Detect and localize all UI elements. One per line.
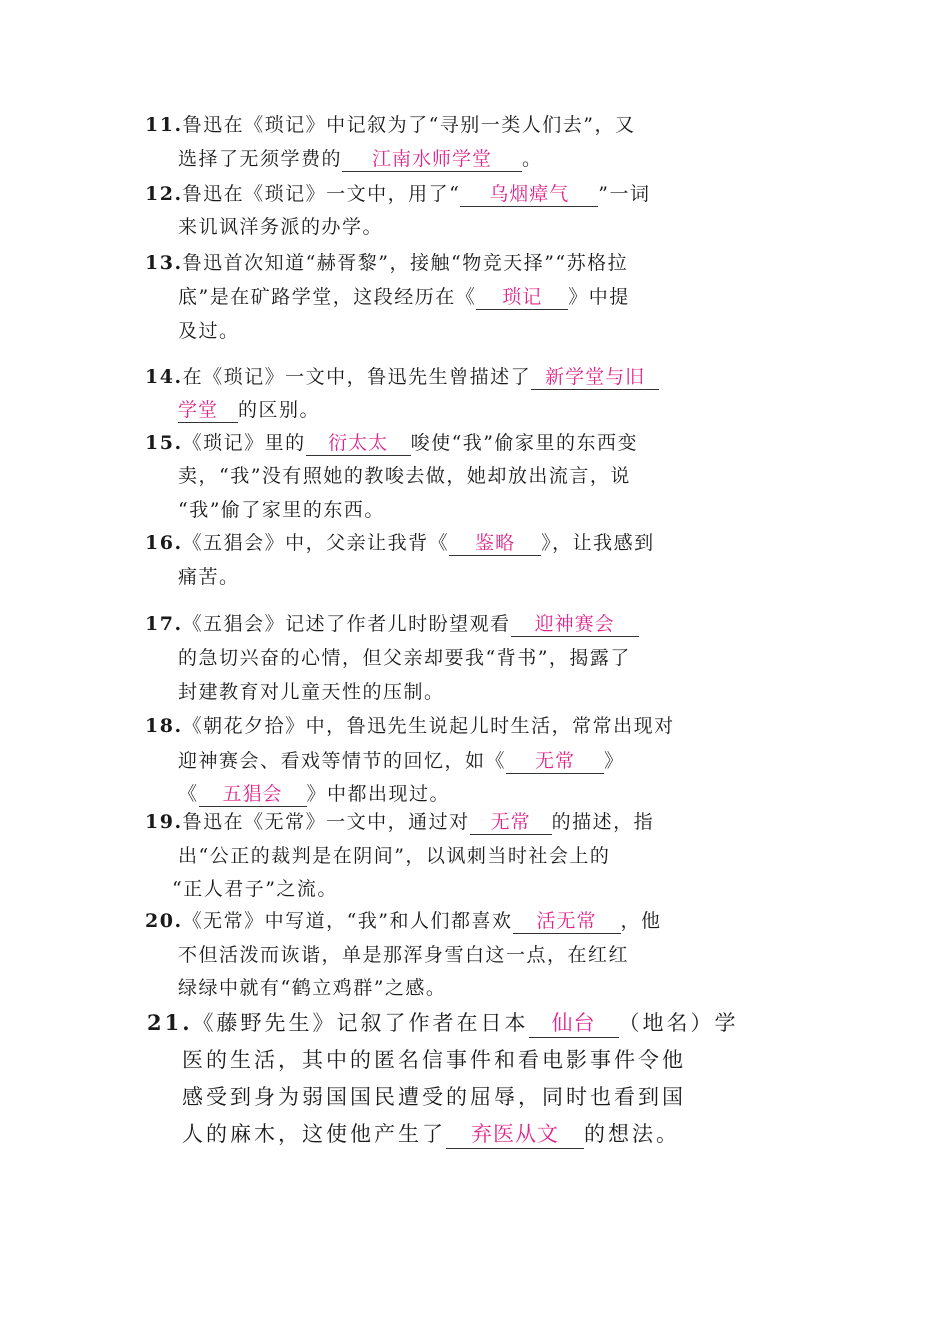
- question-text: ”一词: [598, 183, 651, 205]
- answer-blank: 新学堂与旧: [531, 365, 659, 390]
- q15-line2: [178, 463, 631, 489]
- q12-line2: [178, 214, 383, 240]
- answer-blank: 五猖会: [199, 782, 307, 807]
- q19-line2: [178, 843, 610, 869]
- q19-line1: [145, 809, 654, 835]
- q21-line2: [182, 1045, 686, 1075]
- q17-line2: [178, 645, 631, 671]
- q18-line3: [178, 781, 450, 807]
- q12-line1: [145, 181, 651, 207]
- question-text: ，他: [620, 910, 662, 932]
- q15-line3: [178, 497, 385, 523]
- q17-line3: [178, 679, 445, 705]
- question-text: 卖，“我”没有照她的教唆去做，她却放出流言，说: [178, 465, 631, 487]
- question-text: 绿绿中就有“鹤立鸡群”之感。: [178, 977, 447, 999]
- question-text: 的想法。: [584, 1122, 680, 1146]
- q16-line1: [145, 530, 655, 556]
- q21-line3: [182, 1082, 686, 1112]
- question-number: 20.: [145, 910, 183, 932]
- question-text: 》中都出现过。: [306, 783, 451, 805]
- question-number: 21.: [147, 1010, 193, 1035]
- question-text: 》: [604, 750, 625, 772]
- answer-blank: 活无常: [513, 909, 621, 934]
- question-text: 的急切兴奋的心情，但父亲却要我“背书”，揭露了: [178, 647, 631, 669]
- q11-line2: [178, 146, 543, 172]
- q18-line1: [145, 713, 675, 739]
- question-number: 16.: [145, 532, 183, 554]
- question-text: 在《琐记》一文中，鲁迅先生曾描述了: [182, 366, 532, 388]
- question-text: 鲁迅在《琐记》一文中，用了“: [182, 183, 461, 205]
- question-number: 17.: [145, 613, 183, 635]
- answer-blank: 学堂: [178, 398, 238, 423]
- question-text: 。: [522, 148, 543, 170]
- answer-blank: 乌烟瘴气: [460, 182, 598, 207]
- q14-line2: [178, 397, 320, 423]
- question-text: 及过。: [178, 320, 240, 342]
- q14-line1: [145, 364, 659, 390]
- q13-line1: [145, 250, 628, 276]
- answer-blank: 琐记: [476, 285, 568, 310]
- q13-line2: [178, 284, 630, 310]
- q19-line3: [172, 876, 338, 902]
- question-text: 痛苦。: [178, 566, 240, 588]
- answer-blank: 迎神赛会: [511, 612, 639, 637]
- q16-line2: [178, 564, 240, 590]
- q17-line1: [145, 611, 639, 637]
- q13-line3: [178, 318, 240, 344]
- question-text: 》，让我感到: [541, 532, 655, 554]
- question-number: 14.: [145, 366, 183, 388]
- question-text: 的区别。: [238, 399, 321, 421]
- q21-line4: [182, 1119, 680, 1149]
- answer-blank: 弃医从文: [446, 1120, 584, 1149]
- question-text: 《琐记》里的: [182, 432, 306, 454]
- question-text: 《藤野先生》记叙了作者在日本: [192, 1011, 529, 1035]
- question-number: 18.: [145, 715, 183, 737]
- answer-blank: 无常: [470, 810, 552, 835]
- question-text: 人的麻木，这使他产生了: [182, 1122, 446, 1146]
- question-number: 12.: [145, 183, 183, 205]
- question-text: 的描述，指: [551, 811, 655, 833]
- q18-line2: [178, 748, 625, 774]
- answer-blank: 鉴略: [449, 531, 541, 556]
- question-text: （地名）学: [618, 1011, 739, 1035]
- question-text: 唆使“我”偷家里的东西变: [410, 432, 639, 454]
- question-text: 选择了无须学费的: [178, 148, 343, 170]
- question-number: 15.: [145, 432, 183, 454]
- question-text: 迎神赛会、看戏等情节的回忆，如《: [178, 750, 507, 772]
- q15-line1: [145, 430, 638, 456]
- question-text: 不但活泼而诙谐，单是那浑身雪白这一点，在红红: [178, 944, 630, 966]
- question-text: 《无常》中写道，“我”和人们都喜欢: [182, 910, 513, 932]
- question-text: 鲁迅在《无常》一文中，通过对: [182, 811, 470, 833]
- question-text: 《: [178, 783, 199, 805]
- question-text: 鲁迅在《琐记》中记叙为了“寻别一类人们去”，又: [182, 114, 636, 136]
- question-number: 13.: [145, 252, 183, 274]
- question-text: 《五猖会》中，父亲让我背《: [182, 532, 450, 554]
- question-text: 感受到身为弱国国民遭受的屈辱，同时也看到国: [182, 1085, 686, 1109]
- q20-line2: [178, 942, 629, 968]
- question-text: 底”是在矿路学堂，这段经历在《: [178, 286, 477, 308]
- q20-line3: [178, 975, 446, 1001]
- answer-blank: 无常: [506, 749, 604, 774]
- question-text: 封建教育对儿童天性的压制。: [178, 681, 445, 703]
- question-text: 》中提: [568, 286, 630, 308]
- question-number: 19.: [145, 811, 183, 833]
- question-text: “我”偷了家里的东西。: [178, 499, 385, 521]
- answer-blank: 江南水师学堂: [342, 147, 522, 172]
- question-text: 《朝花夕拾》中，鲁迅先生说起儿时生活，常常出现对: [182, 715, 675, 737]
- q21-line1: [147, 1008, 739, 1038]
- answer-blank: 仙台: [529, 1009, 619, 1038]
- question-text: 来讥讽洋务派的办学。: [178, 216, 384, 238]
- question-text: 鲁迅首次知道“赫胥黎”，接触“物竞天择”“苏格拉: [182, 252, 629, 274]
- answer-blank: 衍太太: [306, 431, 411, 456]
- question-number: 11.: [145, 114, 183, 136]
- question-text: “正人君子”之流。: [172, 878, 338, 900]
- q11-line1: [145, 112, 636, 138]
- question-text: 出“公正的裁判是在阴间”，以讽刺当时社会上的: [178, 845, 611, 867]
- q20-line1: [145, 908, 662, 934]
- question-text: 医的生活，其中的匿名信事件和看电影事件令他: [182, 1048, 686, 1072]
- question-text: 《五猖会》记述了作者儿时盼望观看: [182, 613, 511, 635]
